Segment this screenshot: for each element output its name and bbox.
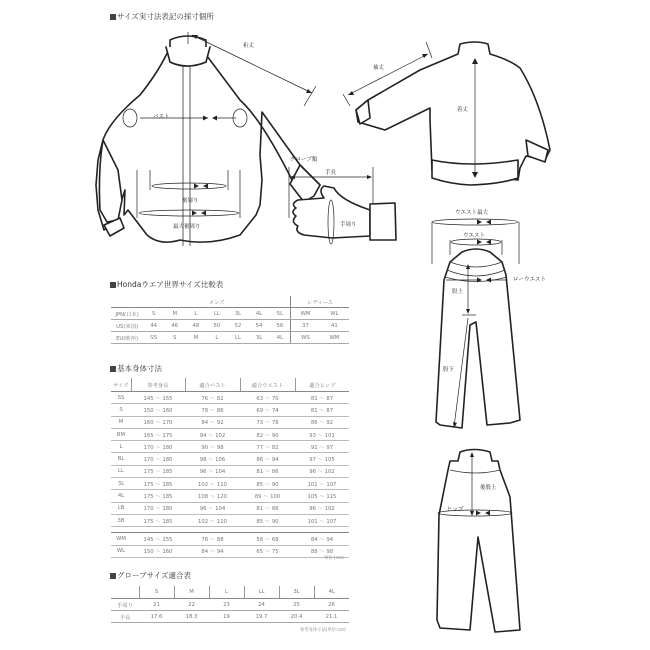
header-ladies: レディース (291, 296, 349, 308)
label-length: 着丈 (457, 107, 469, 113)
label-glove-title: グローブ類 (290, 157, 318, 163)
pants-front-diagram (432, 219, 520, 428)
bullet-square-icon (110, 366, 116, 372)
section-title-text: 基本身体寸法 (117, 364, 162, 373)
label-sleeve: 袖丈 (373, 65, 385, 71)
section-title-world-size (110, 279, 223, 290)
glove-size-table: S M L LL 3L 4L 手周り 21 22 23 24 25 26 手長 17.6 18.3 19 19.7 20.4 21.1 (111, 586, 349, 623)
label-hem: 裾周り (182, 198, 199, 204)
label-hand-length: 手長 (325, 170, 337, 176)
table-row: BL 170 ～ 180 98 ～ 106 86 ～ 94 97 ～ 105 (111, 453, 349, 465)
section-title-text: サイズ実寸法表記の採寸個所 (117, 12, 214, 21)
unit-note: 単位 (cm) (324, 556, 344, 561)
label-back-rise: 後股上 (480, 485, 497, 491)
world-size-table (111, 296, 349, 344)
front-jacket-diagram (96, 32, 320, 246)
table-row: S 150 ～ 160 78 ～ 86 69 ～ 74 81 ～ 87 (111, 404, 349, 416)
section-title-text: グローブサイズ適合表 (117, 571, 192, 580)
table-row: 手長 17.6 18.3 19 19.7 20.4 21.1 (111, 611, 349, 623)
table-row: 手周り 21 22 23 24 25 26 (111, 599, 349, 611)
label-hip: ヒップ (447, 507, 464, 513)
table-row: LB 170 ～ 180 96 ～ 104 81 ～ 86 96 ～ 102 (111, 502, 349, 514)
section-title-glove-size (110, 570, 191, 581)
label-hand-girth: 手周り (340, 222, 357, 228)
table-row-ladies: WL 150 ～ 160 84 ～ 94 65 ～ 75 88 ～ 98 (111, 545, 349, 557)
label-low-waist: ローウエスト (513, 277, 547, 283)
pants-back-diagram (437, 450, 520, 633)
table-row: 3L 175 ～ 185 102 ～ 110 85 ～ 90 101 ～ 107 (111, 478, 349, 490)
label-waist: ウエスト (463, 233, 486, 239)
table-row: 4L 175 ～ 185 108 ～ 120 89 ～ 100 105 ～ 115 (111, 490, 349, 502)
table-row: L 170 ～ 180 90 ～ 98 77 ～ 82 91 ～ 97 (111, 441, 349, 453)
section-title-body-size (110, 363, 162, 374)
label-rise: 股上 (452, 289, 464, 295)
table-row: LL 175 ～ 185 96 ～ 104 81 ～ 86 96 ～ 102 (111, 465, 349, 477)
table-row: BM 165 ～ 175 94 ～ 102 82 ～ 90 93 ～ 101 (111, 428, 349, 440)
table-row: 3B 175 ～ 185 102 ～ 110 85 ～ 90 101 ～ 107 (111, 514, 349, 526)
table-row: JPN(日本) S M L LL 3L 4L 5L WM WL (111, 308, 349, 320)
table-row-ladies: WM 145 ～ 155 78 ～ 88 58 ～ 68 84 ～ 94 (111, 533, 349, 545)
bullet-square-icon (110, 573, 116, 579)
label-bust: バスト (153, 114, 170, 120)
label-max-waist: ウエスト最大 (455, 210, 489, 216)
body-size-table: サイズ 参考身長 適合バスト 適合ウエスト 適合ヒップ SS 145 ～ 155 76 ～ 82 63 ～ 70 81 ～ 87 S 150 ～ 160 78 ～ 86 69 ～ 74 81 ～ 87 M 160 ～ 170 84 ～ 92 73 ～ 78 86 ～ 92 BM 165 ～ 175 94 ～ 102 82 ～ 90 93 ～ 101 L 170 ～ 180 90 ～ 98 77 ～ 82 91 ～ 97 BL 170 ～ 180 98 ～ 106 86 ～ 94 97 ～ 105 LL 175 ～ 185 96 ～ 104 81 ～ 86 96 ～ 102 3L 175 ～ 185 102 ～ 110 85 ～ 90 101 ～ 107 4L 175 ～ 185 108 ～ 120 89 ～ 100 105 ～ 115 LB 170 ～ 180 96 ～ 104 81 ～ 86 96 ～ 102 3B 175 ～ 185 102 ～ 110 85 ～ 90 101 ～ 107 WM 145 ～ 155 78 ～ 88 58 ～ 68 84 ～ 94 WL 150 ～ 160 84 ～ 94 65 ～ 75 88 ～ 98 (111, 378, 349, 558)
bullet-square-icon (110, 282, 116, 288)
section-title-text: Hondaウエア世界サイズ比較表 (117, 280, 224, 289)
table-row: M 160 ～ 170 84 ～ 92 73 ～ 78 86 ～ 92 (111, 416, 349, 428)
table-row: US(米国) 44 46 48 50 52 54 56 37 41 (111, 320, 349, 332)
table-row: EU(欧州) SS S M L LL 3L 4L WS WM (111, 332, 349, 344)
label-inseam: 股下 (443, 367, 455, 373)
glove-note: 参考身体寸法(単位:cm) (300, 628, 346, 633)
label-max-hem: 最大裾周り (173, 224, 201, 230)
table-row: SS 145 ～ 155 76 ～ 82 63 ～ 70 81 ～ 87 (111, 392, 349, 404)
header-mens: メンズ (143, 296, 291, 308)
label-yuki: 裄丈 (243, 43, 255, 49)
